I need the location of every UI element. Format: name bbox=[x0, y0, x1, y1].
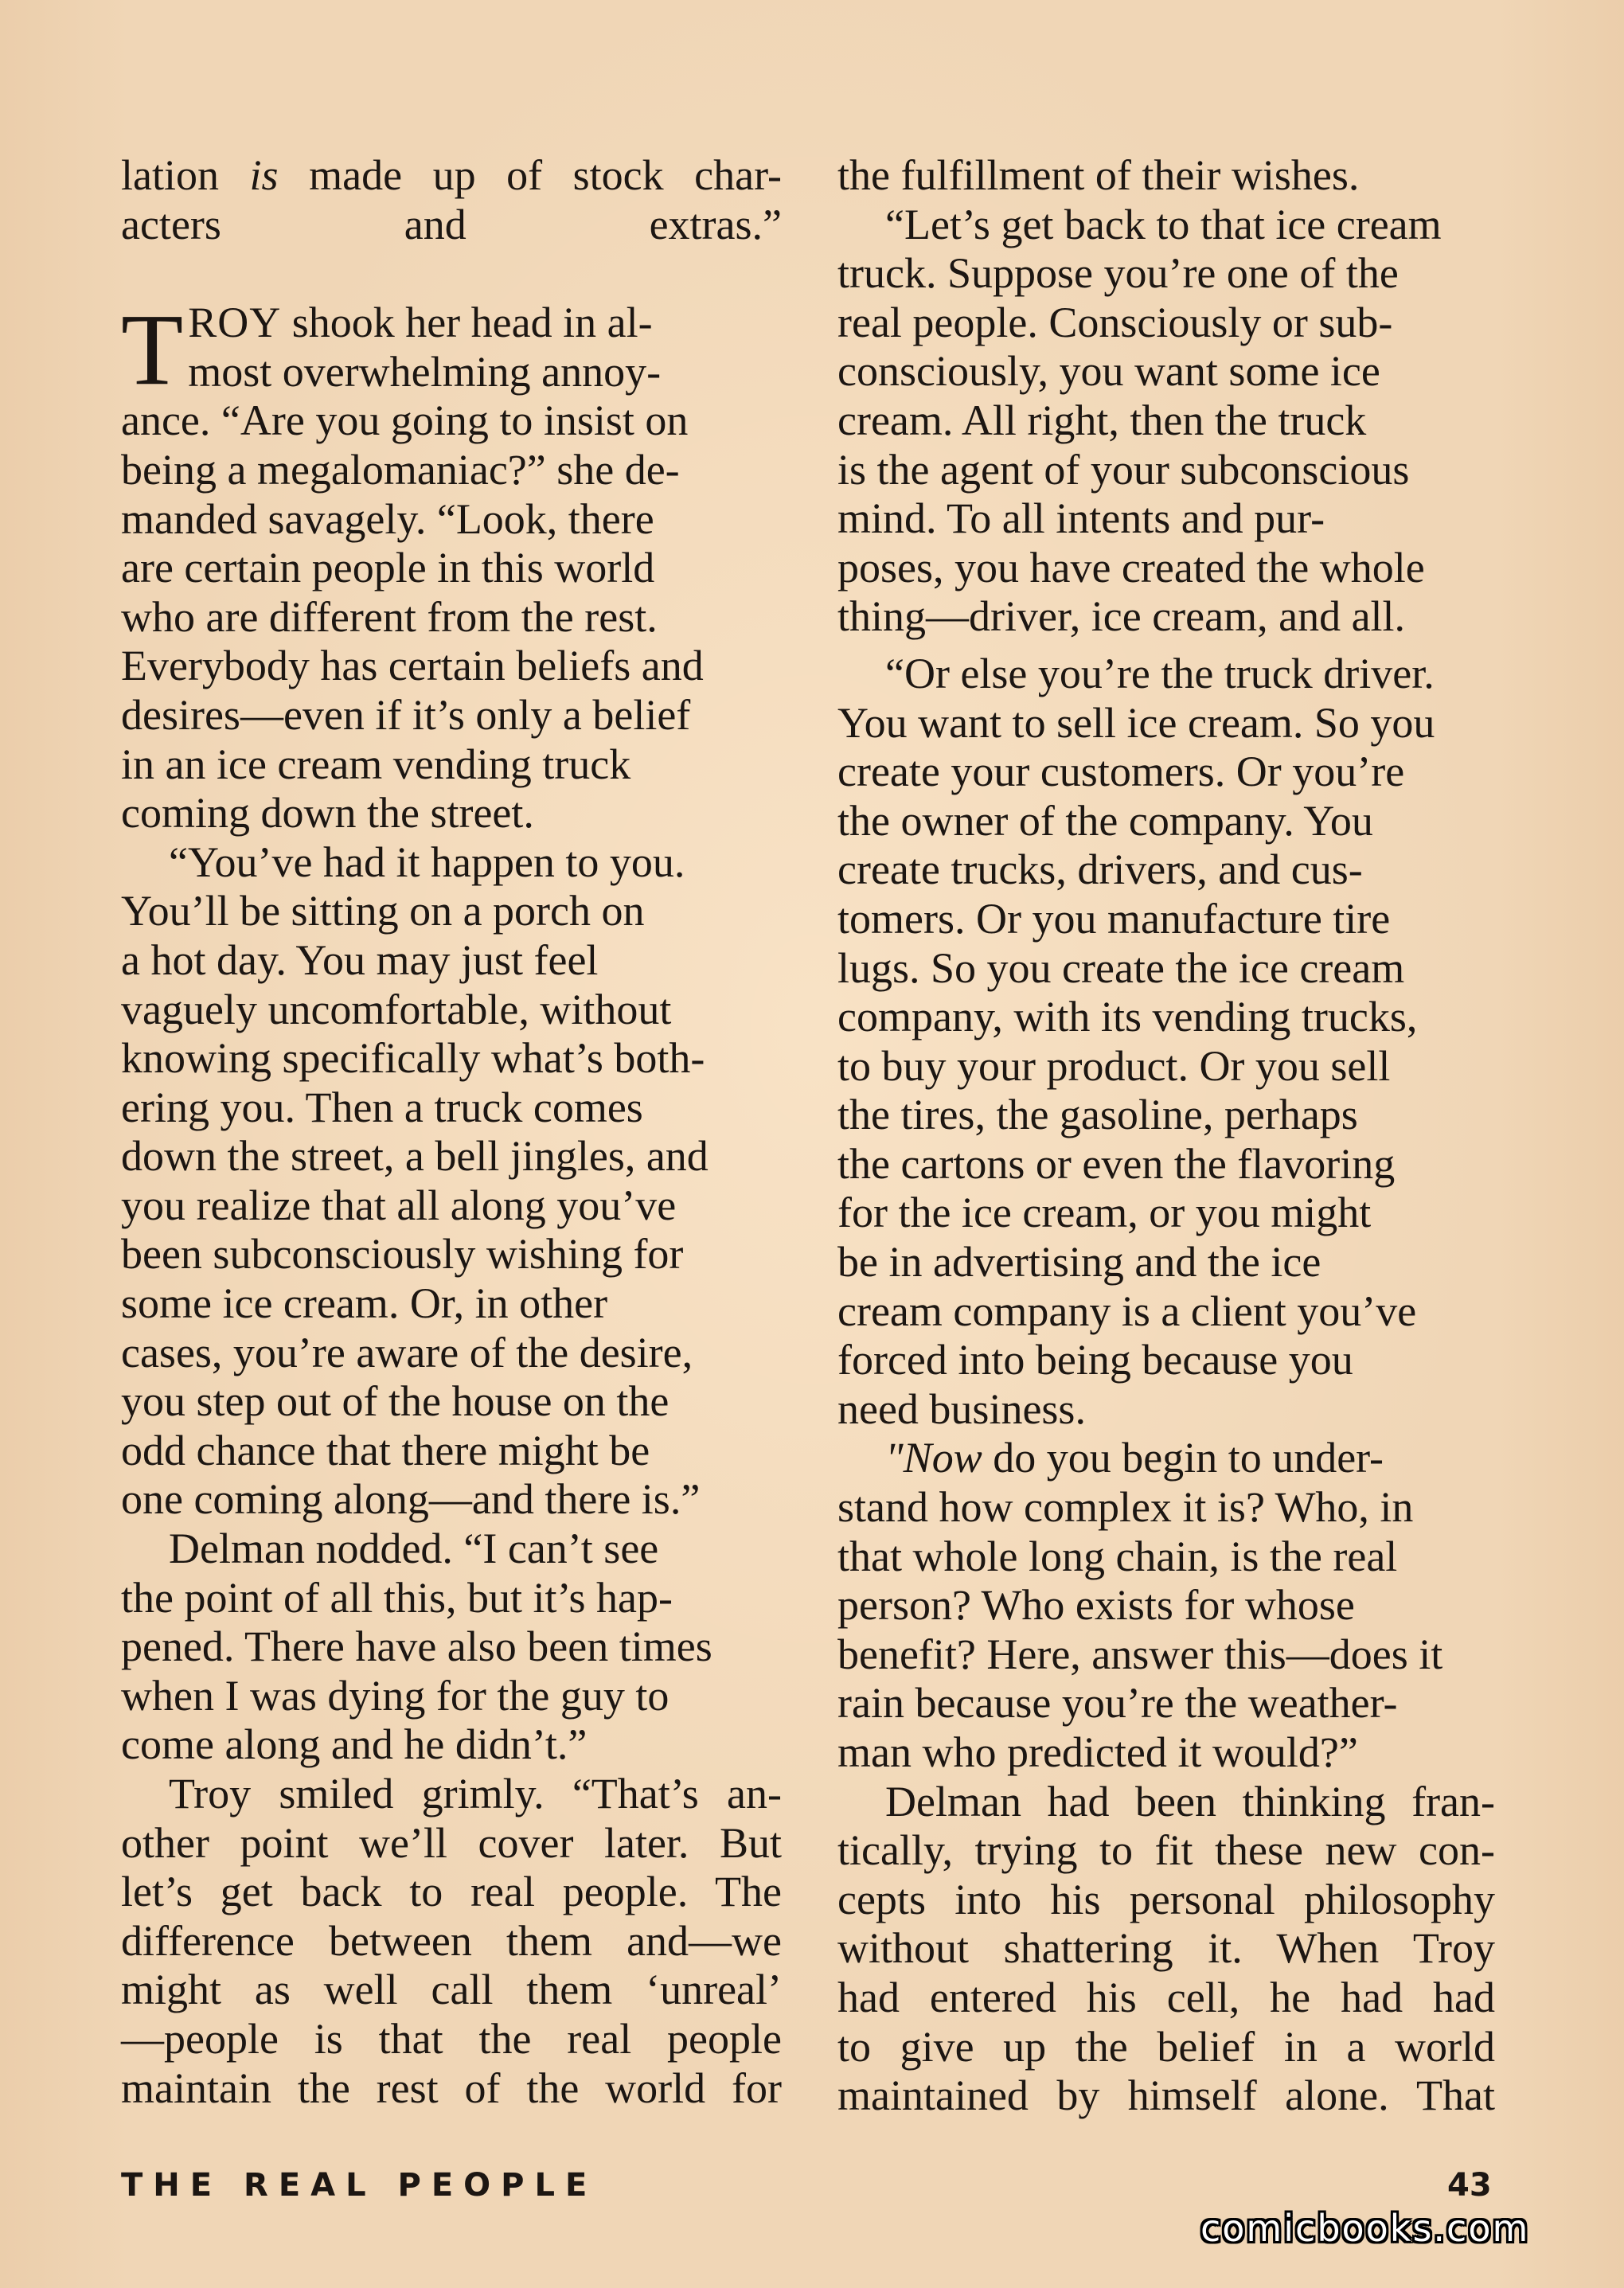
left-column bbox=[121, 151, 782, 2113]
paragraph-happen-to-you: “You’ve had it happen to you. You’ll be sitting on a porch on a hot day. You may just feel vaguely uncomfortable, without knowing specifically what’s both- ering you. Then a truck comes down the street, a bell jingles, and you realize that all along you’ve been subconsciously wishing for some ice cream. Or, in other cases, you’re aware of the desire, you step out of the house on the odd chance that there might be one coming along—and there is.” bbox=[121, 838, 709, 1524]
paragraph-delman-thinking: Delman had been thinking fran- tically, trying to fit these new con- cepts into his personal philosophy without shattering it. When Troy had entered his cell, he had had to give up the belief in a world maintained by himself alone. That bbox=[837, 1777, 1495, 2120]
drop-cap-continuation: ROY bbox=[188, 299, 282, 347]
paragraph-truck-driver: “Or else you’re the truck driver. You want to sell ice cream. So you create your customers. Or you’re the owner of the company. You create trucks, drivers, and cus- tomers. Or you manufacture tire lugs. So you create the ice cream company, with its vending trucks, to buy your product. Or you sell the tires, the gasoline, perhaps the cartons or even the flavoring for the ice cream, or you might be in advertising and the ice cream company is a client you’ve forced into being because you need business. bbox=[837, 649, 1435, 1433]
drop-cap: T bbox=[121, 293, 184, 407]
emphasis-is: is bbox=[249, 151, 279, 199]
paragraph-continuation: lation is made up of stock char- acters and extras.” bbox=[121, 151, 782, 248]
running-head: THE REAL PEOPLE bbox=[121, 2167, 598, 2204]
paragraph-ice-cream-truck: “Let’s get back to that ice cream truck. Suppose you’re one of the real people. Consciously or sub- consciously, you want some ice cream. All right, then the truck is the agent of your subconscious mind. To all intents and pur- poses, you have created the whole thing—driver, ice cream, and all. bbox=[837, 200, 1442, 641]
paragraph-troy-smiled: Troy smiled grimly. “That’s an- other point we’ll cover later. But let’s get back to real people. The difference between them and—we might as well call them ‘unreal’ —people is that the real people maintain the rest of the world for bbox=[121, 1770, 782, 2112]
paragraph-now-understand: "Now do you begin to under- stand how complex it is? Who, in that whole long chain, is the real person? Who exists for whose benefit? Here, answer this—does it rain because you’re the weather- man who predicted it would?” bbox=[837, 1434, 1443, 1776]
right-column bbox=[837, 151, 1495, 2121]
emphasis-now: "Now bbox=[885, 1434, 982, 1482]
paragraph-troy-dropcap: TROY shook her head in al- most overwhelming annoy- ance. “Are you going to insist on being a megalomaniac?” she de- manded savagely. “Look, there are certain people in this world who are different from the rest. Everybody has certain beliefs and desires—even if it’s only a belief in an ice cream vending truck coming down the street. bbox=[121, 293, 704, 838]
watermark: comicbooks.com bbox=[1200, 2207, 1530, 2250]
paragraph-fulfillment: the fulfillment of their wishes. bbox=[837, 151, 1360, 199]
paragraph-delman-nodded: Delman nodded. “I can’t see the point of all this, but it’s hap- pened. There have also been times when I was dying for the guy to come along and he didn’t.” bbox=[121, 1525, 712, 1769]
page-number: 43 bbox=[1447, 2167, 1492, 2204]
